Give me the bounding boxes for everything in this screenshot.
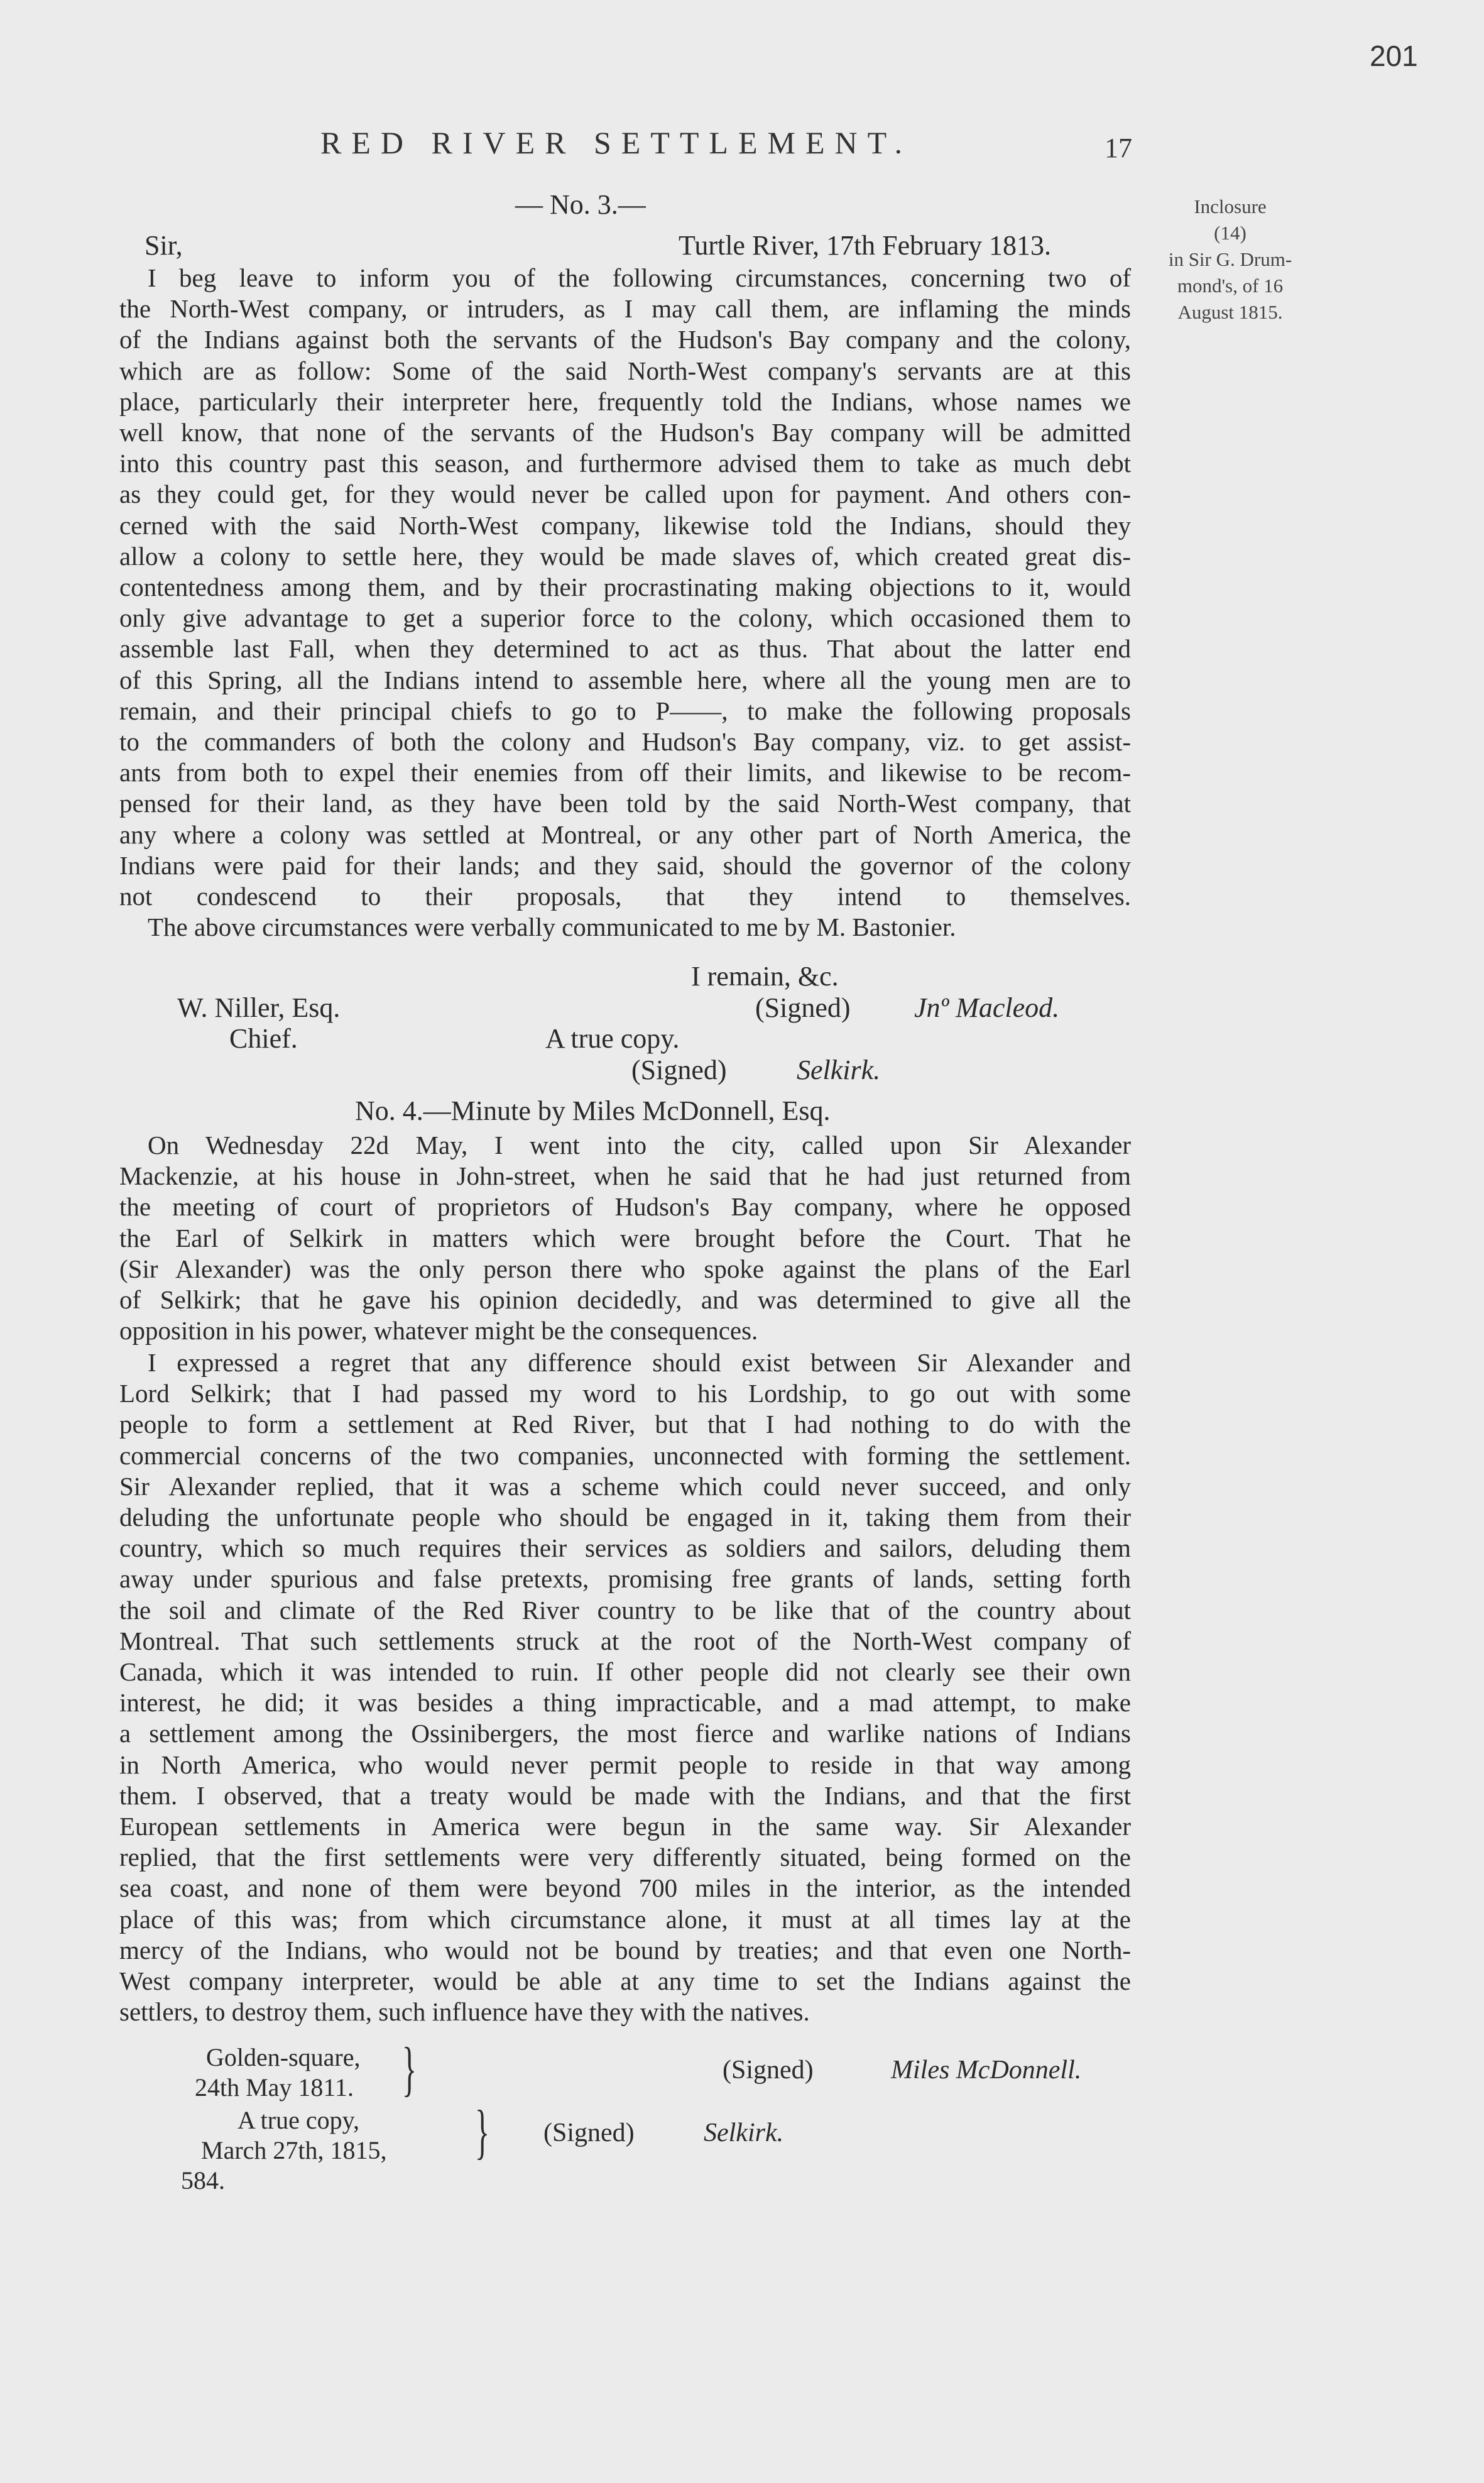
doc4-paragraph-1 — [119, 1130, 1131, 1346]
doc4-true-copy: A true copy, — [237, 2106, 360, 2134]
doc4-paragraph-2 — [119, 1347, 1131, 2027]
text-line: On Wednesday 22d May, I went into the city, called upon Sir Alexander — [148, 1131, 1131, 1159]
margin-note-line: in Sir G. Drum- — [1168, 248, 1292, 270]
margin-note — [1136, 194, 1324, 326]
margin-note-line: (14) — [1214, 222, 1247, 244]
text-line: allow a colony to settle here, they would be made slaves of, which created great dis- — [119, 541, 1131, 571]
text-line: pensed for their land, as they have been told by the said North-West company, that — [119, 789, 1131, 818]
folio-number: 17 — [1105, 133, 1132, 163]
doc3-true-copy: A true copy. — [545, 1023, 680, 1054]
page-number: 201 — [1370, 40, 1418, 72]
text-line: a settlement among the Ossinibergers, the most fierce and warlike nations of Indians — [119, 1719, 1131, 1748]
text-line: Canada, which it was intended to ruin. If other people did not clearly see their own — [119, 1657, 1131, 1687]
doc4-signature-selkirk: Selkirk. — [704, 2118, 784, 2147]
brace-glyph: } — [402, 2035, 417, 2102]
text-line: into this country past this season, and furthermore advised them to take as much debt — [119, 449, 1131, 478]
text-line: contentedness among them, and by their procrastinating making objections to it, would — [119, 573, 1131, 602]
doc4-signature-mcdonnell: Miles McDonnell. — [891, 2056, 1082, 2085]
text-line: ants from both to expel their enemies from off their limits, and likewise to be recom- — [119, 758, 1131, 787]
text-line: sea coast, and none of them were beyond 700 miles in the interior, as the intended — [119, 1873, 1131, 1903]
doc4-date: 24th May 1811. — [195, 2073, 354, 2102]
doc4-heading: No. 4.—Minute by Miles McDonnell, Esq. — [355, 1095, 831, 1126]
text-line: away under spurious and false pretexts, promising free grants of lands, setting forth — [119, 1564, 1131, 1594]
text-line: people to form a settlement at Red River, but that I had nothing to do with the — [119, 1410, 1131, 1439]
doc4-signed-label-2: (Signed) — [543, 2118, 635, 2147]
text-line: interest, he did; it was besides a thing impracticable, and a mad attempt, to make — [119, 1688, 1131, 1718]
doc3-dateline: Turtle River, 17th February 1813. — [679, 230, 1052, 261]
doc4-signed-label: (Signed) — [723, 2056, 814, 2085]
doc3-heading: — No. 3.— — [515, 189, 646, 220]
text-line: settlers, to destroy them, such influence have they with the natives. — [119, 1997, 810, 2027]
text-line: them. I observed, that a treaty would be made with the Indians, and that the first — [119, 1780, 1131, 1810]
text-line: only give advantage to get a superior force to the colony, which occasioned them to — [119, 603, 1131, 633]
doc3-signed-label: (Signed) — [755, 992, 851, 1023]
text-line: Mackenzie, at his house in John-street, when he said that he had just returned from — [119, 1161, 1131, 1191]
text-line: well know, that none of the servants of the Hudson's Bay company will be admitted — [119, 418, 1131, 447]
text-line: country, which so much requires their services as soldiers and sailors, deluding them — [119, 1533, 1131, 1563]
text-line: Indians were paid for their lands; and they said, should the governor of the colony — [119, 850, 1131, 880]
text-line: I beg leave to inform you of the following circumstances, concerning two of — [148, 263, 1131, 292]
doc3-addressee: W. Niller, Esq. — [177, 992, 341, 1023]
text-line: to the commanders of both the colony and Hudson's Bay company, viz. to get assist- — [119, 727, 1131, 757]
text-line: The above circumstances were verbally communicated to me by M. Bastonier. — [148, 913, 956, 942]
text-line: place of this was; from which circumstance alone, it must at all times lay at the — [119, 1904, 1131, 1934]
doc3-closing: I remain, &c. — [691, 961, 839, 992]
text-line: the meeting of court of proprietors of Hudson's Bay company, where he opposed — [119, 1192, 1131, 1222]
text-line: Lord Selkirk; that I had passed my word to his Lordship, to go out with some — [119, 1379, 1131, 1408]
text-line: I expressed a regret that any difference should exist between Sir Alexander and — [148, 1348, 1131, 1377]
text-line: opposition in his power, whatever might be the consequences. — [119, 1316, 758, 1346]
doc4-true-copy-block — [201, 2105, 387, 2166]
footer-code: 584. — [181, 2166, 225, 2195]
text-line: West company interpreter, would be able at any time to set the Indians against the — [119, 1966, 1131, 1996]
text-line: deluding the unfortunate people who should be engaged in it, taking them from their — [119, 1503, 1131, 1532]
text-line: place, particularly their interpreter here, frequently told the Indians, whose names we — [119, 386, 1131, 416]
text-line: (Sir Alexander) was the only person there who spoke against the plans of the Earl — [119, 1254, 1131, 1283]
text-line: any where a colony was settled at Montreal, or any other part of North America, the — [119, 819, 1131, 849]
margin-note-line: mond's, of 16 — [1177, 275, 1284, 297]
text-line: the North-West company, or intruders, as I may call them, are inflaming the minds — [119, 294, 1131, 324]
doc3-signed-label-2: (Signed) — [631, 1055, 727, 1085]
text-line: of this Spring, all the Indians intend to assemble here, where all the young men are to — [119, 665, 1131, 694]
doc3-addressee-title: Chief. — [229, 1023, 298, 1054]
brace-glyph: } — [475, 2098, 490, 2165]
text-line: commercial concerns of the two companies, unconnected with forming the settlement. — [119, 1440, 1131, 1470]
text-line: not condescend to their proposals, that they intend to themselves. — [119, 882, 1131, 911]
text-line: mercy of the Indians, who would not be bound by treaties; and that even one North- — [119, 1935, 1131, 1965]
doc3-body — [119, 263, 1131, 943]
text-line: Sir Alexander replied, that it was a scheme which could never succeed, and only — [119, 1471, 1131, 1501]
text-line: assemble last Fall, when they determined to act as thus. That about the latter end — [119, 634, 1131, 664]
running-head: RED RIVER SETTLEMENT. — [320, 125, 912, 160]
text-line: replied, that the first settlements were very differently situated, being formed on the — [119, 1843, 1131, 1872]
text-line: cerned with the said North-West company, likewise told the Indians, should they — [119, 510, 1131, 540]
text-line: the Earl of Selkirk in matters which were brought before the Court. That he — [119, 1223, 1131, 1252]
doc4-place-date — [195, 2042, 361, 2103]
doc4-copy-date: March 27th, 1815, — [201, 2136, 387, 2164]
text-line: remain, and their principal chiefs to go to P——, to make the following proposals — [119, 696, 1131, 725]
text-line: in North America, who would never permit people to reside in that way among — [119, 1750, 1131, 1779]
text-line: which are as follow: Some of the said North-West company's servants are at this — [119, 356, 1131, 385]
text-line: of the Indians against both the servants of the Hudson's Bay company and the colony, — [119, 325, 1131, 354]
text-line: the soil and climate of the Red River country to be like that of the country about — [119, 1595, 1131, 1625]
text-line: European settlements in America were begun in the same way. Sir Alexander — [119, 1812, 1131, 1841]
doc3-signature-selkirk: Selkirk. — [797, 1055, 881, 1085]
margin-note-line: Inclosure — [1194, 195, 1267, 217]
margin-note-line: August 1815. — [1177, 301, 1283, 323]
doc3-signature-macleod: Jnº Macleod. — [914, 992, 1060, 1023]
text-line: Montreal. That such settlements struck at the root of the North-West company of — [119, 1626, 1131, 1655]
text-line: as they could get, for they would never be called upon for payment. And others con- — [119, 480, 1131, 509]
doc3-salutation: Sir, — [145, 230, 183, 261]
doc4-place: Golden-square, — [206, 2043, 361, 2071]
text-line: of Selkirk; that he gave his opinion decidedly, and was determined to give all the — [119, 1285, 1131, 1315]
